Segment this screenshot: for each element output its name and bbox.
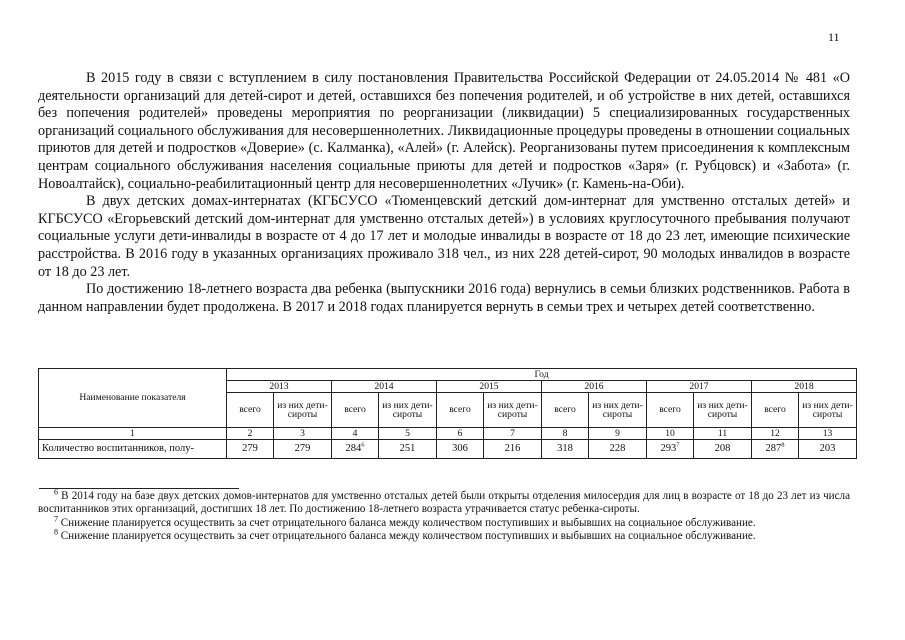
orphans-subheader: из них дети-сироты	[799, 393, 857, 428]
footnote	[38, 514, 850, 530]
table-cell: $287^8$	[752, 440, 799, 459]
total-subheader: всего	[647, 393, 694, 428]
table-cell: 279	[227, 440, 274, 459]
footnote-text: Снижение планируется осуществить за счет отрицательного баланса между количеством поступивших и выбывших на социальное обслуживание.	[60, 530, 756, 543]
year-header: 2018	[752, 381, 857, 393]
footnote	[38, 527, 850, 543]
total-subheader: всего	[227, 393, 274, 428]
footnote-mark: 8	[54, 527, 58, 537]
table-cell: 251	[379, 440, 437, 459]
column-number: 10	[647, 428, 694, 440]
year-header: 2015	[437, 381, 542, 393]
column-number: 11	[694, 428, 752, 440]
orphans-subheader: из них дети-сироты	[589, 393, 647, 428]
footnote-text: Снижение планируется осуществить за счет отрицательного баланса между количеством поступивших и выбывших на социальное обслуживание.	[60, 516, 756, 529]
column-number: 7	[484, 428, 542, 440]
column-number: 9	[589, 428, 647, 440]
paragraph: По достижению 18-летнего возраста два ребенка (выпускники 2016 года) вернулись в семьи близких родственников. Работа в данном направлении будет продолжена. В 2017 и 2018 годах планируется вернуть в семьи трех и четырех детей соответственно.	[38, 281, 850, 315]
total-subheader: всего	[542, 393, 589, 428]
paragraph: В 2015 году в связи с вступлением в силу постановления Правительства Российской Федерации от 24.05.2014 № 481 «О деятельности организаций для детей-сирот и детей, оставшихся без попечения родителей, и об устройстве в них детей, оставшихся без попечения родителей» проведены мероприятия по реорганизации (ликвидации) 5 специализированных государственных организаций социального обслуживания для несовершеннолетних. Ликвидационные процедуры проведены в отношении социальных приютов для детей и подростков «Доверие» (с. Калманка), «Алей» (г. Алейск). Реорганизованы путем присоединения к комплексным центрам социального обслуживания населения социальные приюты для детей и подростков «Заря» (г. Рубцовск) и «Забота» (г. Новоалтайск), социально-реабилитационный центр для несовершеннолетних «Лучик» (г. Камень-на-Оби).	[38, 70, 850, 192]
year-header: 2014	[332, 381, 437, 393]
total-subheader: всего	[332, 393, 379, 428]
body-text	[38, 70, 850, 316]
year-group-header: Год	[227, 369, 857, 381]
row-label: Количество воспитанников, полу-	[39, 440, 227, 459]
column-number: 4	[332, 428, 379, 440]
statistics-table	[38, 368, 857, 459]
paragraph: В двух детских домах-интернатах (КГБСУСО «Тюменцевский детский дом-интернат для умственно отсталых детей» и КГБСУСО «Егорьевский детский дом-интернат для умственно отсталых детей») в условиях круглосуточного пребывания получают социальные услуги дети-инвалиды в возрасте от 4 до 17 лет и молодые инвалиды в возрасте от 18 до 23 лет, имеющие психические расстройства. В 2016 году в указанных организациях проживало 318 чел., из них 228 детей-сирот, 90 молодых инвалидов в возрасте от 18 до 23 лет.	[38, 193, 850, 280]
table-cell: 306	[437, 440, 484, 459]
column-number: 2	[227, 428, 274, 440]
orphans-subheader: из них дети-сироты	[484, 393, 542, 428]
table-cell: $293^7$	[647, 440, 694, 459]
year-header: 2013	[227, 381, 332, 393]
footnote-divider	[39, 488, 239, 489]
indicator-header: Наименование показателя	[39, 369, 227, 428]
table-cell: $284^6$	[332, 440, 379, 459]
table-cell: 318	[542, 440, 589, 459]
column-number: 13	[799, 428, 857, 440]
column-number: 5	[379, 428, 437, 440]
orphans-subheader: из них дети-сироты	[379, 393, 437, 428]
table-cell: 216	[484, 440, 542, 459]
table-cell: 228	[589, 440, 647, 459]
column-number: 8	[542, 428, 589, 440]
orphans-subheader: из них дети-сироты	[274, 393, 332, 428]
footnotes	[38, 487, 850, 544]
footnote-text: В 2014 году на базе двух детских домов-интернатов для умственно отсталых детей были открыты отделения милосердия для лиц в возрасте от 18 до 23 лет из числа воспитанников этих организаций, достигших 18 лет. По достижению 18-летнего возраста утрачивается статус ребенка-сироты.	[38, 490, 850, 516]
footnote-ref: 6	[361, 441, 365, 449]
table-cell: 208	[694, 440, 752, 459]
footnote	[38, 487, 850, 517]
total-subheader: всего	[437, 393, 484, 428]
column-number: 3	[274, 428, 332, 440]
footnote-ref: 8	[781, 441, 785, 449]
page-number: 11	[828, 30, 840, 44]
column-number: 6	[437, 428, 484, 440]
total-subheader: всего	[752, 393, 799, 428]
table-cell: 203	[799, 440, 857, 459]
footnote-mark: 6	[54, 487, 58, 497]
column-number: 1	[39, 428, 227, 440]
column-number: 12	[752, 428, 799, 440]
table-cell: 279	[274, 440, 332, 459]
year-header: 2016	[542, 381, 647, 393]
footnote-mark: 7	[54, 514, 58, 524]
orphans-subheader: из них дети-сироты	[694, 393, 752, 428]
footnote-ref: 7	[676, 441, 680, 449]
year-header: 2017	[647, 381, 752, 393]
